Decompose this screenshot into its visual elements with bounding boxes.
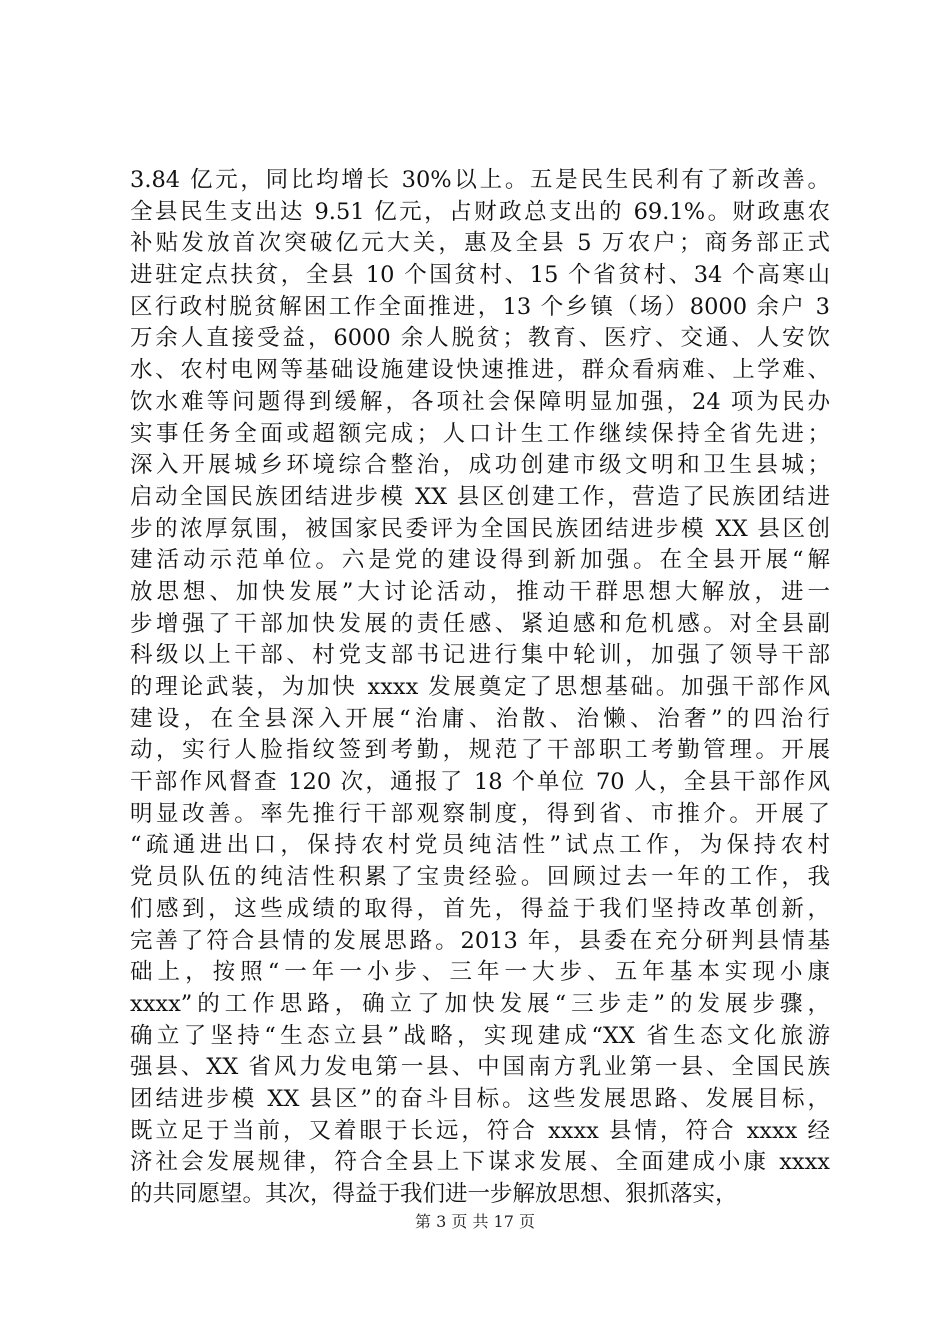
text-line: 3.84 亿元，同比均增长 30%以上。五是民生民利有了新改善。 [130,167,830,193]
text-line: 建设，在全县深入开展“治庸、治散、治懒、治奢”的四治行 [130,705,830,732]
text-line: 放思想、加快发展”大讨论活动，推动干群思想大解放，进一 [130,578,830,605]
text-line: 强县、XX 省风力发电第一县、中国南方乳业第一县、全国民族 [130,1054,830,1081]
text-line: “疏通进出口，保持农村党员纯洁性”试点工作，为保持农村 [130,832,830,859]
text-line: 饮水难等问题得到缓解，各项社会保障明显加强，24 项为民办 [130,388,830,415]
text-line: 全县民生支出达 9.51 亿元，占财政总支出的 69.1%。财政惠农 [130,198,830,225]
text-line: 动，实行人脸指纹签到考勤，规范了干部职工考勤管理。开展 [130,737,830,764]
text-line: 党员队伍的纯洁性积累了宝贵经验。回顾过去一年的工作，我 [130,864,830,891]
text-line: 区行政村脱贫解困工作全面推进，13 个乡镇（场）8000 余户 3 [130,293,830,320]
text-line: 们感到，这些成绩的取得，首先，得益于我们坚持改革创新， [130,895,830,922]
text-line: 水、农村电网等基础设施建设快速推进，群众看病难、上学难、 [130,357,830,384]
text-line: 团结进步模 XX 县区”的奋斗目标。这些发展思路、发展目标， [130,1085,830,1112]
body-text [130,165,830,1211]
text-line: 完善了符合县情的发展思路。2013 年，县委在充分研判县情基 [130,927,830,954]
text-line: 万余人直接受益，6000 余人脱贫；教育、医疗、交通、人安饮 [130,325,830,352]
text-line: 的共同愿望。其次，得益于我们进一步解放思想、狠抓落实， [130,1181,738,1207]
text-line: 进驻定点扶贫，全县 10 个国贫村、15 个省贫村、34 个高寒山 [130,262,830,289]
page-number-footer: 第 3 页 共 17 页 [415,1212,535,1231]
text-line: xxxx”的工作思路，确立了加快发展“三步走”的发展步骤， [130,990,830,1017]
text-line: 实事任务全面或超额完成；人口计生工作继续保持全省先进； [130,420,830,447]
text-line: 建活动示范单位。六是党的建设得到新加强。在全县开展“解 [130,547,830,574]
text-line: 济社会发展规律，符合全县上下谋求发展、全面建成小康 xxxx [130,1149,830,1176]
text-line: 础上，按照“一年一小步、三年一大步、五年基本实现小康 [130,959,830,986]
text-line: 补贴发放首次突破亿元大关，惠及全县 5 万农户；商务部正式 [130,230,830,257]
text-line: 启动全国民族团结进步模 XX 县区创建工作，营造了民族团结进 [130,483,830,510]
text-line: 的理论武装，为加快 xxxx 发展奠定了思想基础。加强干部作风 [130,674,830,700]
text-line: 既立足于当前，又着眼于长远，符合 xxxx 县情，符合 xxxx 经 [130,1117,830,1144]
text-line: 科级以上干部、村党支部书记进行集中轮训，加强了领导干部 [130,642,830,669]
text-line: 明显改善。率先推行干部观察制度，得到省、市推介。开展了 [130,800,830,827]
text-line: 步增强了干部加快发展的责任感、紧迫感和危机感。对全县副 [130,610,830,637]
text-line: 确立了坚持“生态立县”战略，实现建成“XX 省生态文化旅游 [130,1022,830,1049]
text-line: 深入开展城乡环境综合整治，成功创建市级文明和卫生县城； [130,452,830,479]
text-line: 步的浓厚氛围，被国家民委评为全国民族团结进步模 XX 县区创 [130,515,830,542]
text-line: 干部作风督查 120 次，通报了 18 个单位 70 人，全县干部作风 [130,769,830,796]
